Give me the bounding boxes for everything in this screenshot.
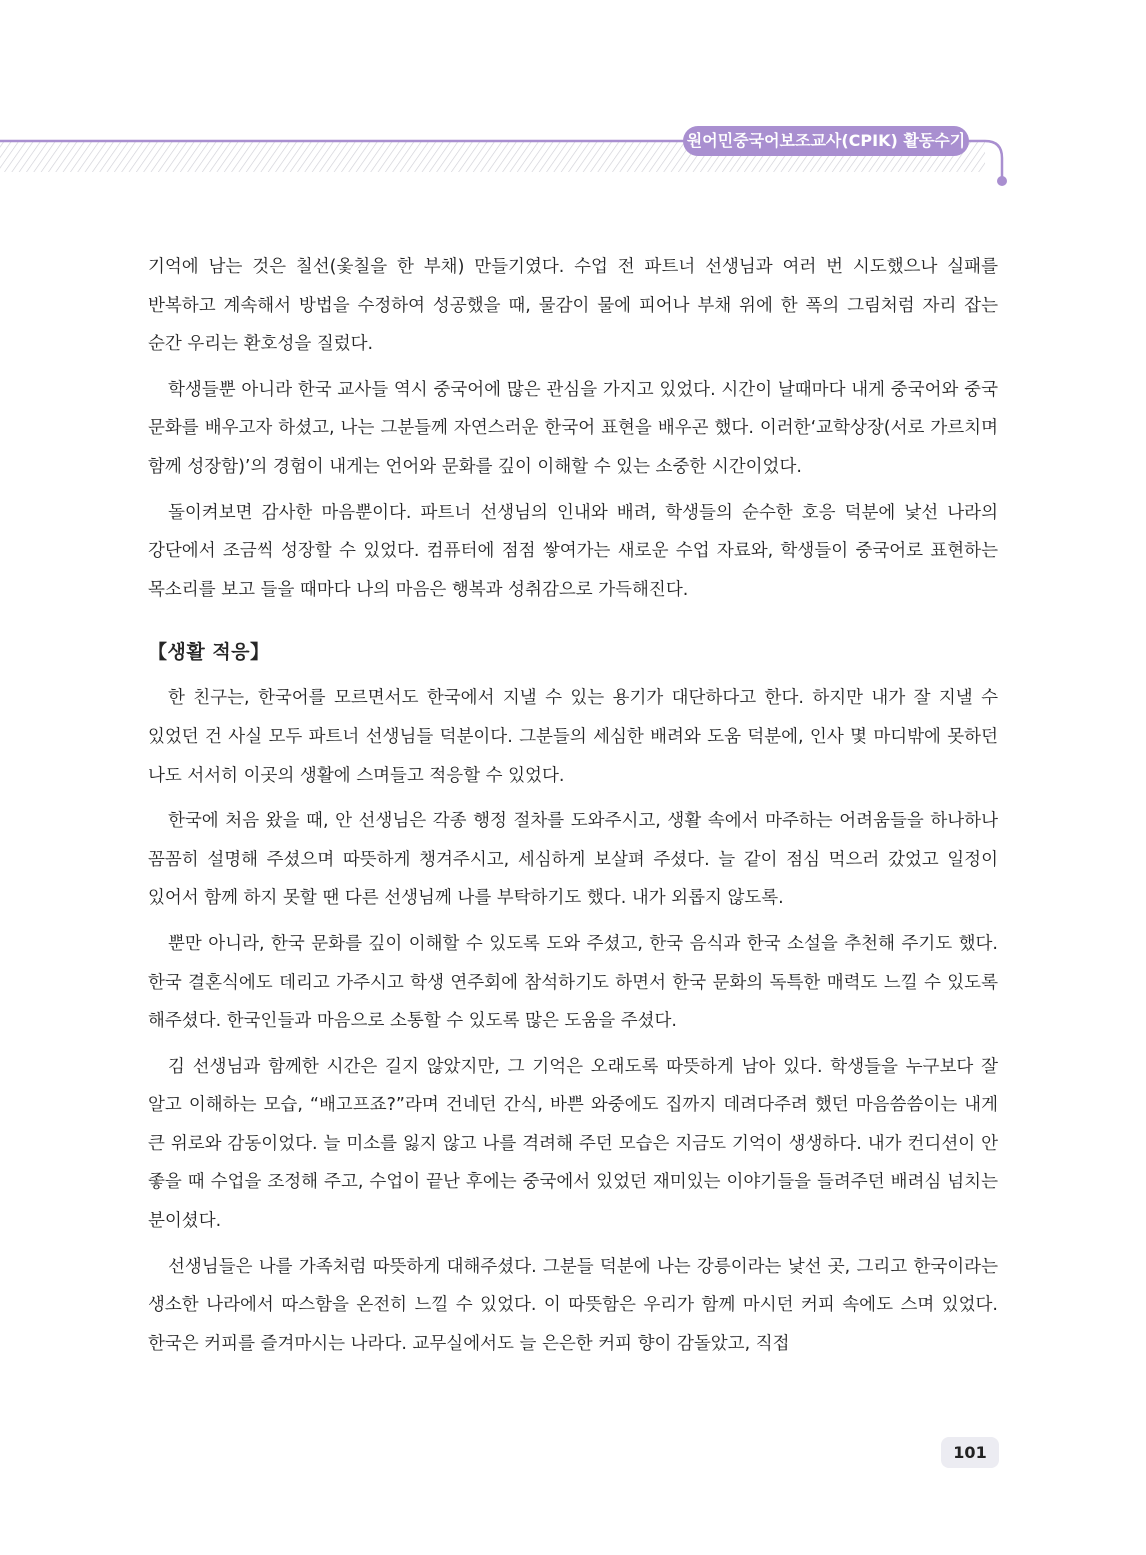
paragraph: 김 선생님과 함께한 시간은 길지 않았지만, 그 기억은 오래도록 따뜻하게 남아 있다. 학생들을 누구보다 잘 알고 이해하는 모습, “배고프죠?”라며 건네던 간식, 바쁜 와중에도 집까지 데려다주려 했던 마음씀씀이는 내게 큰 위로와 감동이었다. 늘 미소를 잃지 않고 나를 격려해 주던 모습은 지금도 기억이 생생하다. 내가 컨디션이 안 좋을 때 수업을 조정해 주고, 수업이 끝난 후에는 중국에서 있었던 재미있는 이야기들을 들려주던 배려심 넘치는 분이셨다.: [148, 1056, 998, 1232]
paragraph: 뿐만 아니라, 한국 문화를 깊이 이해할 수 있도록 도와 주셨고, 한국 음식과 한국 소설을 추천해 주기도 했다. 한국 결혼식에도 데리고 가주시고 학생 연주회에 참석하기도 하면서 한국 문화의 독특한 매력도 느낄 수 있도록 해주셨다. 한국인들과 마음으로 소통할 수 있도록 많은 도움을 주셨다.: [148, 933, 998, 1032]
paragraph: 한국에 처음 왔을 때, 안 선생님은 각종 행정 절차를 도와주시고, 생활 속에서 마주하는 어려움들을 하나하나 꼼꼼히 설명해 주셨으며 따뜻하게 챙겨주시고, 세심하게 보살펴 주셨다. 늘 같이 점심 먹으러 갔었고 일정이 있어서 함께 하지 못할 땐 다른 선생님께 나를 부탁하기도 했다. 내가 외롭지 않도록.: [148, 811, 998, 909]
header-dot: [997, 176, 1007, 186]
paragraph: 한 친구는, 한국어를 모르면서도 한국에서 지낼 수 있는 용기가 대단하다고 한다. 하지만 내가 잘 지낼 수 있었던 건 사실 모두 파트너 선생님들 덕분이다. 그분들의 세심한 배려와 도움 덕분에, 인사 몇 마디밖에 못하던 나도 서서히 이곳의 생활에 스며들고 적응할 수 있었다.: [148, 688, 998, 786]
paragraph: 기억에 남는 것은 칠선(옻칠을 한 부채) 만들기였다. 수업 전 파트너 선생님과 여러 번 시도했으나 실패를 반복하고 계속해서 방법을 수정하여 성공했을 때, 물감이 물에 피어나 부채 위에 한 폭의 그림처럼 자리 잡는 순간 우리는 환호성을 질렀다.: [148, 257, 998, 355]
paragraph: 선생님들은 나를 가족처럼 따뜻하게 대해주셨다. 그분들 덕분에 나는 강릉이라는 낯선 곳, 그리고 한국이라는 생소한 나라에서 따스함을 온전히 느낄 수 있었다. 이 따뜻함은 우리가 함께 마시던 커피 속에도 스며 있었다. 한국은 커피를 즐겨마시는 나라다. 교무실에서도 늘 은은한 커피 향이 감돌았고, 직접: [148, 1256, 998, 1354]
page-content: [148, 248, 998, 1370]
section-heading: 【생활 적응】: [148, 641, 270, 664]
page-number: 101: [941, 1437, 999, 1468]
paragraph: 학생들뿐 아니라 한국 교사들 역시 중국어에 많은 관심을 가지고 있었다. 시간이 날때마다 내게 중국어와 중국 문화를 배우고자 하셨고, 나는 그분들께 자연스러운 한국어 표현을 배우곤 했다. 이러한‘교학상장(서로 가르치며 함께 성장함)’의 경험이 내게는 언어와 문화를 깊이 이해할 수 있는 소중한 시간이었다.: [148, 379, 998, 477]
header-title: 원어민중국어보조교사(CPIK) 활동수기: [686, 131, 966, 150]
paragraph: 돌이켜보면 감사한 마음뿐이다. 파트너 선생님의 인내와 배려, 학생들의 순수한 호응 덕분에 낯선 나라의 강단에서 조금씩 성장할 수 있었다. 컴퓨터에 점점 쌓여가는 새로운 수업 자료와, 학생들이 중국어로 표현하는 목소리를 보고 들을 때마다 나의 마음은 행복과 성취감으로 가득해진다.: [148, 502, 998, 600]
header-decoration: [0, 0, 1146, 200]
